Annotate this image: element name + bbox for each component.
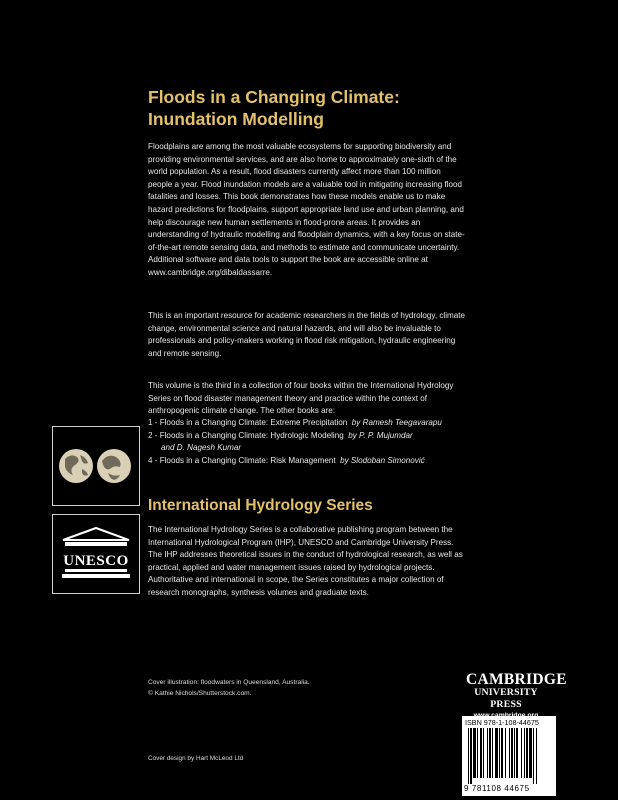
other-book-title: 4 - Floods in a Changing Climate: Risk Management	[148, 455, 336, 465]
globe-logo-icon	[56, 443, 136, 489]
book-title-line2: Inundation Modelling	[148, 109, 324, 129]
other-books-list	[148, 417, 478, 467]
barcode-bar	[489, 728, 491, 778]
cover-credit-line-1: Cover illustration: floodwaters in Queensland, Australia.	[148, 679, 310, 686]
barcode-bar	[492, 728, 493, 778]
barcode-bar	[529, 728, 532, 778]
other-book-author: and D. Nagesh Kumar	[161, 443, 242, 453]
barcode-bar	[501, 728, 503, 778]
unesco-temple-icon	[59, 525, 133, 583]
barcode-bar	[468, 728, 469, 784]
barcode-bar	[533, 728, 534, 784]
other-book-2	[148, 430, 478, 443]
barcode-bar	[516, 728, 518, 778]
book-title-line1: Floods in a Changing Climate:	[148, 87, 400, 107]
other-book-author: by Ramesh Teegavarapu	[351, 418, 442, 427]
barcode-bar	[487, 728, 488, 778]
unesco-logo-box	[52, 514, 140, 594]
other-book-author: by P. P. Mujumdar	[348, 430, 413, 440]
barcode-bar	[509, 728, 510, 778]
description-text-3: This volume is the third in a collection of four books within the International Hydrology Series on flood disaster management theory and practice within the context of anthropogenic climate change. The other books are:	[148, 381, 454, 416]
barcode-bars-icon	[468, 728, 550, 784]
other-book-4	[148, 455, 478, 468]
barcode-bar	[511, 728, 513, 778]
barcode-bar	[473, 728, 476, 778]
other-book-2-coauthor	[148, 442, 478, 455]
cover-credits	[148, 677, 378, 699]
barcode-bar	[477, 728, 478, 778]
other-book-author: by Slodoban Simonović	[340, 455, 425, 465]
description-text-1: Floodplains are among the most valuable ecosystems for supporting biodiversity and providing environmental services, and are also home to approximately one-sixth of the world population. As a result, flood disasters currently affect more than 100 million people a year. Flood inundation models are a valuable tool in mitigating increasing flood fatalities and losses. This book demonstrates how these models enable us to make hazard predictions for floodplains, support appropriate land use and urban planning, and help discourage new human settlements in flood-prone areas. It provides an understanding of hydraulic modelling and floodplain dynamics, with a key focus on state-of-the-art remote sensing data, and methods to estimate and communicate uncertainty. Additional software and data tools to support the book are accessible online at www.cambridge.org/dibaldassarre.	[148, 142, 465, 277]
description-paragraph-3	[148, 380, 466, 418]
barcode-bar	[499, 728, 500, 778]
series-title: International Hydrology Series	[148, 497, 373, 514]
book-title	[148, 86, 400, 130]
description-paragraph-1	[148, 141, 466, 280]
other-book-title: 1 - Floods in a Changing Climate: Extreme Precipitation	[148, 418, 348, 427]
logo-boxes	[52, 426, 140, 602]
publisher-logo	[466, 671, 567, 721]
barcode-bar	[536, 728, 537, 784]
cover-design-credit: Cover design by Hart McLeod Ltd	[148, 755, 244, 762]
unesco-logo-text: UNESCO	[63, 553, 129, 569]
other-book-1	[148, 417, 478, 430]
barcode-bar	[505, 728, 506, 778]
other-book-title: 2 - Floods in a Changing Climate: Hydrologic Modeling	[148, 430, 344, 440]
ihp-logo-box	[52, 426, 140, 506]
barcode-bar	[483, 728, 484, 778]
barcode	[462, 716, 556, 796]
barcode-bar	[514, 728, 515, 778]
barcode-bar	[524, 728, 525, 778]
barcode-bar	[480, 728, 482, 778]
cover-credit-line-2: © Kathie Nichols/Shutterstock.com.	[148, 690, 252, 697]
description-paragraph-2	[148, 310, 466, 360]
publisher-press: UNIVERSITY PRESS	[474, 687, 538, 710]
barcode-number: 9 781108 44675	[464, 784, 530, 793]
publisher-name: CAMBRIDGE	[466, 671, 567, 688]
isbn-label: ISBN 978-1-108-44675	[465, 718, 539, 727]
series-text: The International Hydrology Series is a collaborative publishing program between the International Hydrological Program (IHP), UNESCO and Cambridge University Press. The IHP addresses theoretical issues in the conduct of hydrological research, as well as practical, applied and water management issues raised by hydrological projects. Authoritative and international in scope, the Series constitutes a major collection of research monographs, synthesis volumes and graduate texts.	[148, 525, 463, 597]
barcode-bar	[526, 728, 528, 778]
barcode-bar	[470, 728, 472, 784]
description-text-2: This is an important resource for academic researchers in the fields of hydrology, climate change, environmental science and natural hazards, and will also be invaluable to professionals and policy-makers working in flood risk mitigation, hydraulic engineering and remote sensing.	[148, 311, 465, 358]
barcode-bar	[495, 728, 498, 778]
series-description	[148, 524, 466, 600]
barcode-bar	[521, 728, 522, 778]
